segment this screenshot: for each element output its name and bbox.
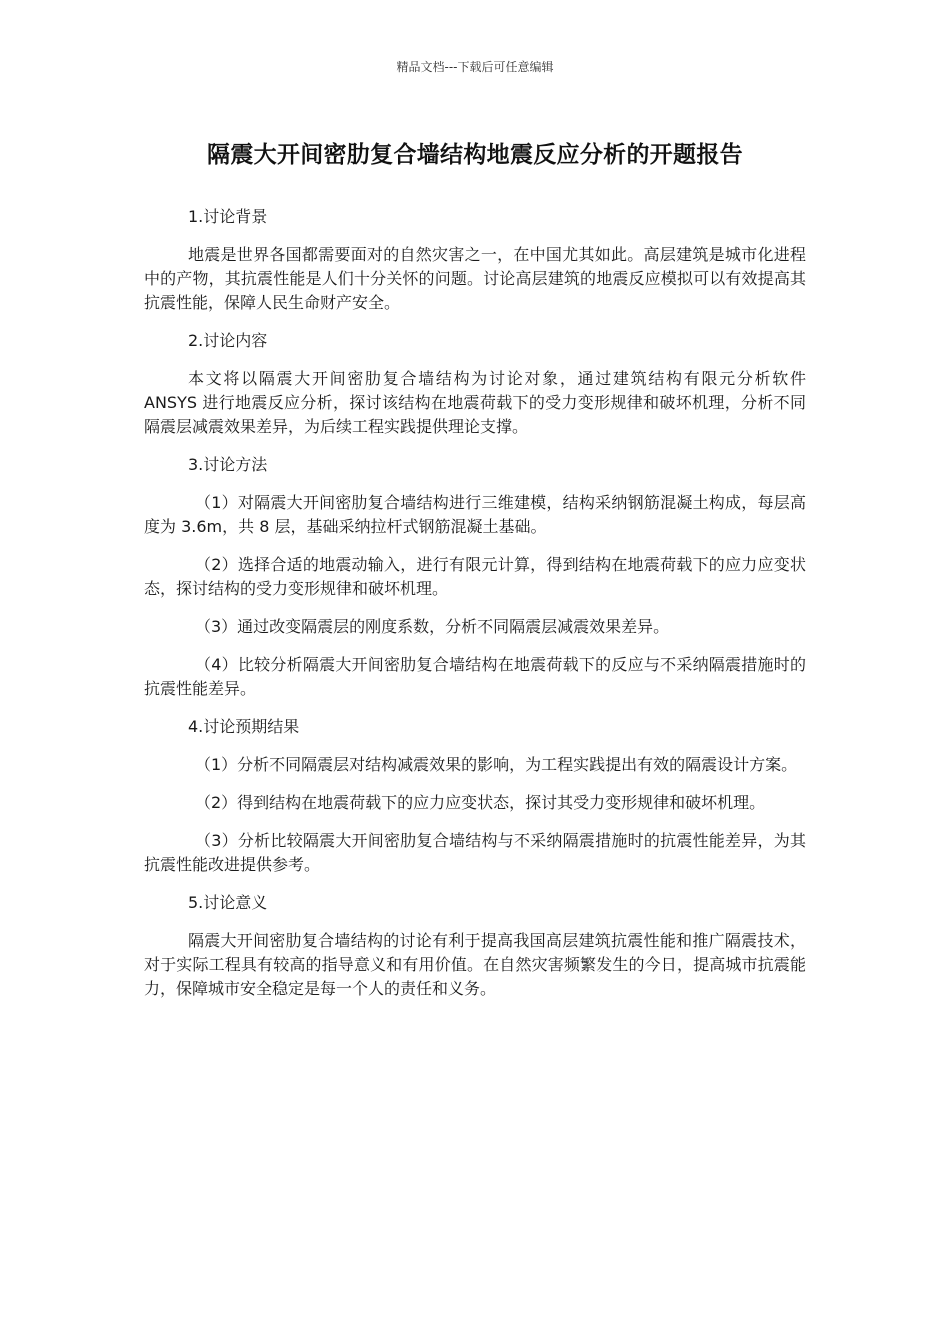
section-expected-results: [144, 715, 806, 877]
document-title: 隔震大开间密肋复合墙结构地震反应分析的开题报告: [207, 142, 743, 168]
section-significance: [144, 891, 806, 1001]
section-heading: 3.讨论方法: [188, 455, 268, 474]
paragraph: 本文将以隔震大开间密肋复合墙结构为讨论对象，通过建筑结构有限元分析软件 ANSYS 进行地震反应分析，探讨该结构在地震荷载下的受力变形规律和破坏机理，分析不同隔震层减震效果差异，为后续工程实践提供理论支撑。: [144, 369, 806, 436]
list-item: （2）选择合适的地震动输入，进行有限元计算，得到结构在地震荷载下的应力应变状态，探讨结构的受力变形规律和破坏机理。: [144, 555, 806, 598]
document-body: [144, 205, 806, 1015]
list-item: （3）通过改变隔震层的刚度系数，分析不同隔震层减震效果差异。: [195, 617, 670, 636]
section-heading: 1.讨论背景: [188, 207, 268, 226]
section-content: [144, 329, 806, 439]
section-heading: 2.讨论内容: [188, 331, 268, 350]
section-heading: 4.讨论预期结果: [188, 717, 300, 736]
list-item: （2）得到结构在地震荷载下的应力应变状态，探讨其受力变形规律和破坏机理。: [195, 793, 766, 812]
paragraph: 隔震大开间密肋复合墙结构的讨论有利于提高我国高层建筑抗震性能和推广隔震技术，对于实际工程具有较高的指导意义和有用价值。在自然灾害频繁发生的今日，提高城市抗震能力，保障城市安全稳定是每一个人的责任和义务。: [144, 931, 806, 998]
section-heading: 5.讨论意义: [188, 893, 268, 912]
list-item: （1）分析不同隔震层对结构减震效果的影响，为工程实践提出有效的隔震设计方案。: [195, 755, 798, 774]
list-item: （4）比较分析隔震大开间密肋复合墙结构在地震荷载下的反应与不采纳隔震措施时的抗震性能差异。: [144, 655, 806, 698]
section-background: [144, 205, 806, 315]
page-header: 精品文档---下载后可任意编辑: [396, 60, 554, 74]
section-methods: [144, 453, 806, 701]
list-item: （3）分析比较隔震大开间密肋复合墙结构与不采纳隔震措施时的抗震性能差异，为其抗震性能改进提供参考。: [144, 831, 806, 874]
list-item: （1）对隔震大开间密肋复合墙结构进行三维建模，结构采纳钢筋混凝土构成，每层高度为 3.6m，共 8 层，基础采纳拉杆式钢筋混凝土基础。: [144, 493, 806, 536]
paragraph: 地震是世界各国都需要面对的自然灾害之一，在中国尤其如此。高层建筑是城市化进程中的产物，其抗震性能是人们十分关怀的问题。讨论高层建筑的地震反应模拟可以有效提高其抗震性能，保障人民生命财产安全。: [144, 245, 806, 312]
